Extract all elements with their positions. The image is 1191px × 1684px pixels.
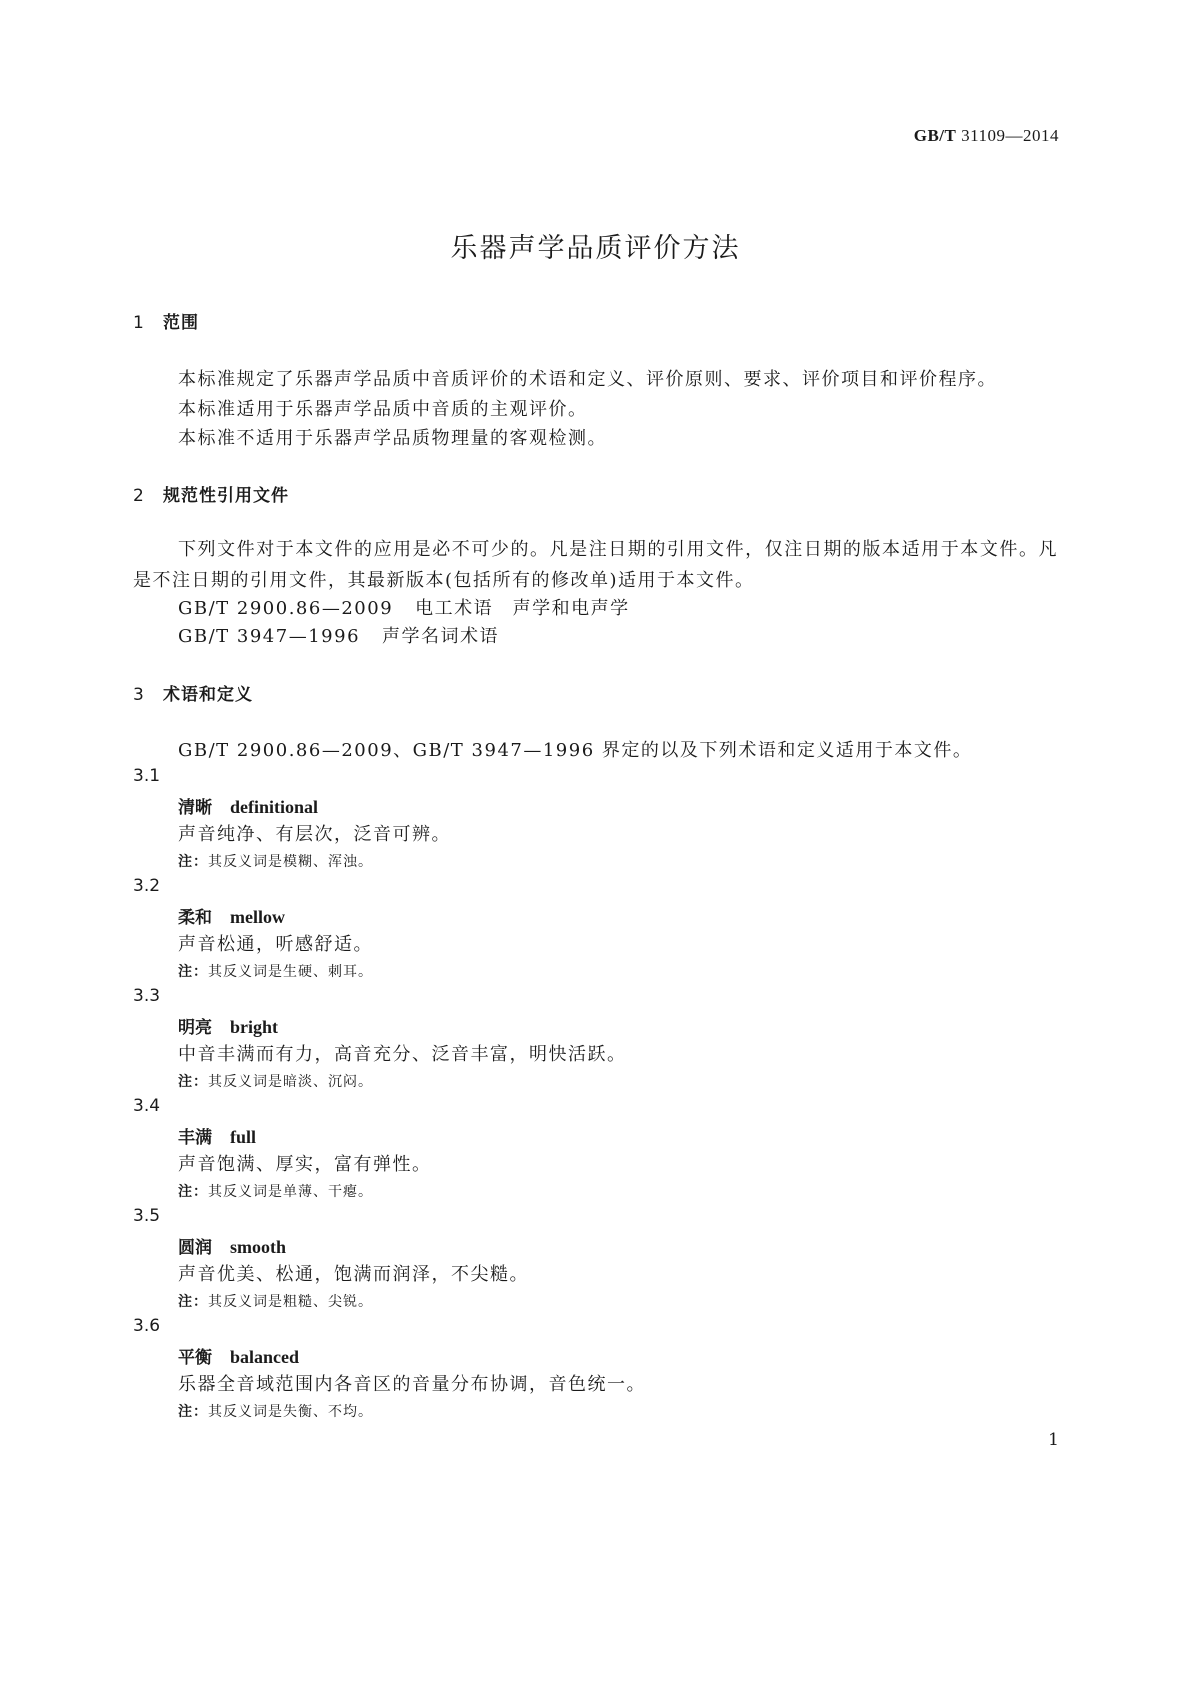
note-label: 注： <box>178 1074 208 1090</box>
term-zh: 平衡 <box>178 1348 212 1368</box>
section-2-heading <box>133 481 289 506</box>
section-number: 2 <box>133 486 145 506</box>
term-note <box>178 1071 373 1091</box>
term-number: 3.4 <box>133 1096 161 1116</box>
term-en: full <box>230 1127 257 1147</box>
term-en: smooth <box>230 1237 287 1257</box>
term-definition: 乐器全音域范围内各音区的音量分布协调，音色统一。 <box>178 1374 646 1395</box>
reference-name: 电工术语 声学和电声学 <box>415 598 630 619</box>
term-name <box>178 903 285 928</box>
reference-item <box>178 622 499 648</box>
term-note <box>178 1291 373 1311</box>
note-text: 其反义词是模糊、浑浊。 <box>208 854 373 870</box>
section-title: 范围 <box>163 313 199 333</box>
section-1-heading <box>133 308 199 333</box>
note-text: 其反义词是失衡、不均。 <box>208 1404 373 1420</box>
term-en: mellow <box>230 907 285 927</box>
note-text: 其反义词是暗淡、沉闷。 <box>208 1074 373 1090</box>
term-definition: 声音饱满、厚实，富有弹性。 <box>178 1154 432 1175</box>
standard-number <box>914 126 1059 146</box>
term-definition: 声音松通，听感舒适。 <box>178 934 373 955</box>
scope-paragraph: 本标准不适用于乐器声学品质物理量的客观检测。 <box>178 428 607 449</box>
terms-intro: GB/T 2900.86—2009、GB/T 3947—1996 界定的以及下列术语和定义适用于本文件。 <box>178 740 973 761</box>
standard-code: GB/T <box>913 126 957 145</box>
scope-paragraph: 本标准适用于乐器声学品质中音质的主观评价。 <box>178 399 588 420</box>
note-label: 注： <box>178 1184 208 1200</box>
note-label: 注： <box>178 1294 208 1310</box>
term-name <box>178 1233 286 1258</box>
term-en: bright <box>230 1017 279 1037</box>
reference-code: GB/T 3947—1996 <box>178 626 361 647</box>
scope-paragraph: 本标准规定了乐器声学品质中音质评价的术语和定义、评价原则、要求、评价项目和评价程序。 <box>178 369 997 390</box>
term-en: balanced <box>230 1347 300 1367</box>
term-zh: 明亮 <box>178 1018 212 1038</box>
term-zh: 柔和 <box>178 908 212 928</box>
section-number: 1 <box>133 313 145 333</box>
note-text: 其反义词是单薄、干瘪。 <box>208 1184 373 1200</box>
term-name <box>178 793 318 818</box>
term-definition: 中音丰满而有力，高音充分、泛音丰富，明快活跃。 <box>178 1044 627 1065</box>
term-number: 3.3 <box>133 986 161 1006</box>
reference-name: 声学名词术语 <box>382 626 500 647</box>
page-number: 1 <box>1048 1430 1059 1450</box>
note-label: 注： <box>178 854 208 870</box>
reference-code: GB/T 2900.86—2009 <box>178 598 394 619</box>
term-note <box>178 1401 373 1421</box>
term-number: 3.2 <box>133 876 161 896</box>
term-number: 3.6 <box>133 1316 161 1336</box>
term-note <box>178 1181 373 1201</box>
note-text: 其反义词是生硬、刺耳。 <box>208 964 373 980</box>
document-title: 乐器声学品质评价方法 <box>450 233 741 264</box>
reference-item <box>178 594 630 620</box>
standard-year: 31109—2014 <box>956 126 1059 145</box>
section-title: 规范性引用文件 <box>163 486 289 506</box>
section-title: 术语和定义 <box>163 685 253 705</box>
term-name <box>178 1123 256 1148</box>
term-zh: 丰满 <box>178 1128 212 1148</box>
term-definition: 声音纯净、有层次，泛音可辨。 <box>178 824 451 845</box>
term-number: 3.1 <box>133 766 161 786</box>
note-text: 其反义词是粗糙、尖锐。 <box>208 1294 373 1310</box>
term-zh: 圆润 <box>178 1238 212 1258</box>
term-name <box>178 1013 278 1038</box>
normative-references-intro: 下列文件对于本文件的应用是必不可少的。凡是注日期的引用文件，仅注日期的版本适用于本文件。凡是不注日期的引用文件，其最新版本(包括所有的修改单)适用于本文件。 <box>133 539 1058 591</box>
note-label: 注： <box>178 1404 208 1420</box>
term-note <box>178 961 373 981</box>
term-note <box>178 851 373 871</box>
term-zh: 清晰 <box>178 798 212 818</box>
section-3-heading <box>133 680 253 705</box>
term-name <box>178 1343 299 1368</box>
term-en: definitional <box>230 797 319 817</box>
note-label: 注： <box>178 964 208 980</box>
term-number: 3.5 <box>133 1206 161 1226</box>
section-number: 3 <box>133 685 145 705</box>
term-definition: 声音优美、松通，饱满而润泽，不尖糙。 <box>178 1264 529 1285</box>
